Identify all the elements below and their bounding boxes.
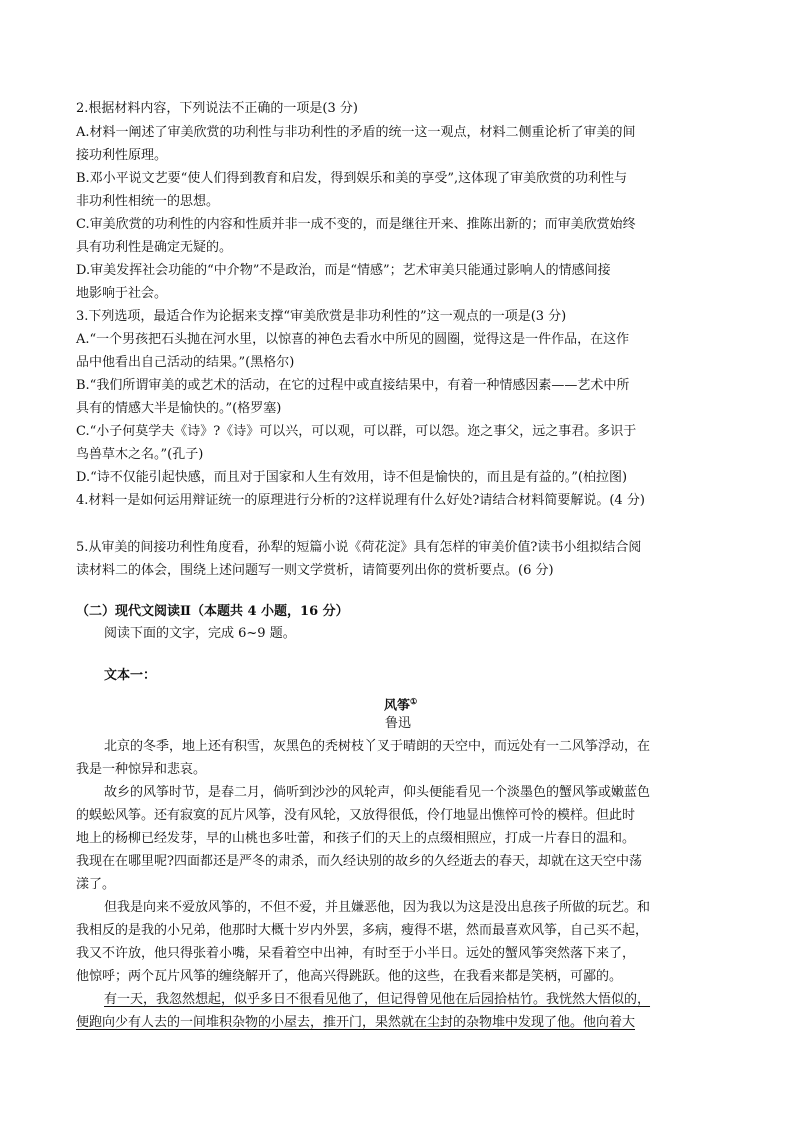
footnote-marker: ① [410,696,418,706]
paragraph-1-line: 我是一种惊异和悲哀。 [76,762,207,777]
section-instruction: 阅读下面的文字，完成 6~9 题。 [104,626,296,641]
q2-option-c-line1: C.审美欣赏的功利性的内容和性质并非一成不变的，而是继往开来、推陈出新的；而审美欣赏始终 [76,217,636,232]
paragraph-2-line: 漾了。 [76,877,116,892]
text-one-label: 文本一： [104,668,157,683]
q3-option-b-line1: B.“我们所谓审美的或艺术的活动，在它的过程中或直接结果中，有着一种情感因素——艺术中所 [76,378,630,393]
q5-stem-line1: 5.从审美的间接功利性角度看，孙犁的短篇小说《荷花淀》具有怎样的审美价值?读书小组拟结合阅 [76,540,642,555]
passage-author: 鲁迅 [385,716,412,731]
paragraph-1-line: 北京的冬季，地上还有积雪，灰黑色的秃树枝丫叉于晴朗的天空中，而远处有一二风筝浮动，在 [104,739,651,754]
q3-option-a-line2: 品中他看出自己活动的结果。”(黑格尔) [76,355,295,370]
q3-option-c-line2: 鸟兽草木之名。”(孔子) [76,447,204,462]
paragraph-2-line: 的蜈蚣风筝。还有寂寞的瓦片风筝，没有风轮，又放得很低，伶仃地显出憔悴可怜的模样。但此时 [76,808,636,823]
q3-option-c-line1: C.“小子何莫学夫《诗》?《诗》可以兴，可以观，可以群，可以怨。迩之事父，远之事君。多识于 [76,424,637,439]
section-heading: （二）现代文阅读Ⅱ（本题共 4 小题，16 分） [76,604,349,619]
q2-option-d-line1: D.审美发挥社会功能的“中介物”不是政治，而是“情感”；艺术审美只能通过影响人的情感间接 [76,263,611,278]
q3-option-a-line1: A.“一个男孩把石头抛在河水里，以惊喜的神色去看水中所见的圆圈，觉得这是一件作品，在这作 [76,332,630,347]
paragraph-3-line: 他惊呼；两个瓦片风筝的缠绕解开了，他高兴得跳跃。他的这些，在我看来都是笑柄，可鄙的。 [76,969,623,984]
paragraph-3-line: 我相反的是我的小兄弟，他那时大概十岁内外罢，多病，瘦得不堪，然而最喜欢风筝，自己买不起， [76,923,649,938]
q4-stem: 4.材料一是如何运用辩证统一的原理进行分析的?这样说理有什么好处?请结合材料简要解说。(4 分) [76,493,645,508]
q2-option-b-line1: B.邓小平说文艺要“使人们得到教育和启发，得到娱乐和美的享受”,这体现了审美欣赏的功利性与 [76,171,628,186]
paragraph-4-line: 便跑向少有人去的一间堆积杂物的小屋去，推开门，果然就在尘封的杂物堆中发现了他。他向着大 [76,1015,636,1030]
paragraph-4-line: 有一天，我忽然想起，似乎多日不很看见他了，但记得曾见他在后园拾枯竹。我恍然大悟似的， [104,992,651,1007]
q2-option-b-line2: 非功利性相统一的思想。 [76,194,220,209]
paragraph-2-line: 故乡的风筝时节，是春二月，倘听到沙沙的风轮声，仰头便能看见一个淡墨色的蟹风筝或嫩蓝色 [104,785,651,800]
passage-title-text: 风筝 [384,698,411,714]
q2-option-c-line2: 具有功利性是确定无疑的。 [76,240,233,255]
q3-option-d: D.“诗不仅能引起快感，而且对于国家和人生有效用，诗不但是愉快的，而且是有益的。”(柏拉图) [76,470,628,485]
paragraph-3-line: 但我是向来不爱放风筝的，不但不爱，并且嫌恶他，因为我以为这是没出息孩子所做的玩艺。和 [104,900,651,915]
q2-option-a-line1: A.材料一阐述了审美欣赏的功利性与非功利性的矛盾的统一这一观点，材料二侧重论析了审美的间 [76,125,636,140]
paragraph-3-line: 我又不许放，他只得张着小嘴，呆看着空中出神，有时至于小半日。远处的蟹风筝突然落下来了， [76,946,636,961]
q3-option-b-line2: 具有的情感大半是愉快的。”(格罗塞) [76,401,282,416]
q5-stem-line2: 读材料二的体会，围绕上述问题写一则文学赏析，请简要列出你的赏析要点。(6 分) [76,563,554,578]
q2-stem: 2.根据材料内容，下列说法不正确的一项是(3 分) [76,101,358,116]
paragraph-2-line: 我现在在哪里呢?四面都还是严冬的肃杀，而久经诀别的故乡的久经逝去的春天，却就在这天空中荡 [76,854,642,869]
q2-option-d-line2: 地影响于社会。 [76,286,168,301]
q3-stem: 3.下列选项，最适合作为论据来支撑“审美欣赏是非功利性的”这一观点的一项是(3 分) [76,309,567,324]
paragraph-2-line: 地上的杨柳已经发芽，早的山桃也多吐蕾，和孩子们的天上的点缀相照应，打成一片春日的温和。 [76,831,636,846]
q2-option-a-line2: 接功利性原理。 [76,148,168,163]
